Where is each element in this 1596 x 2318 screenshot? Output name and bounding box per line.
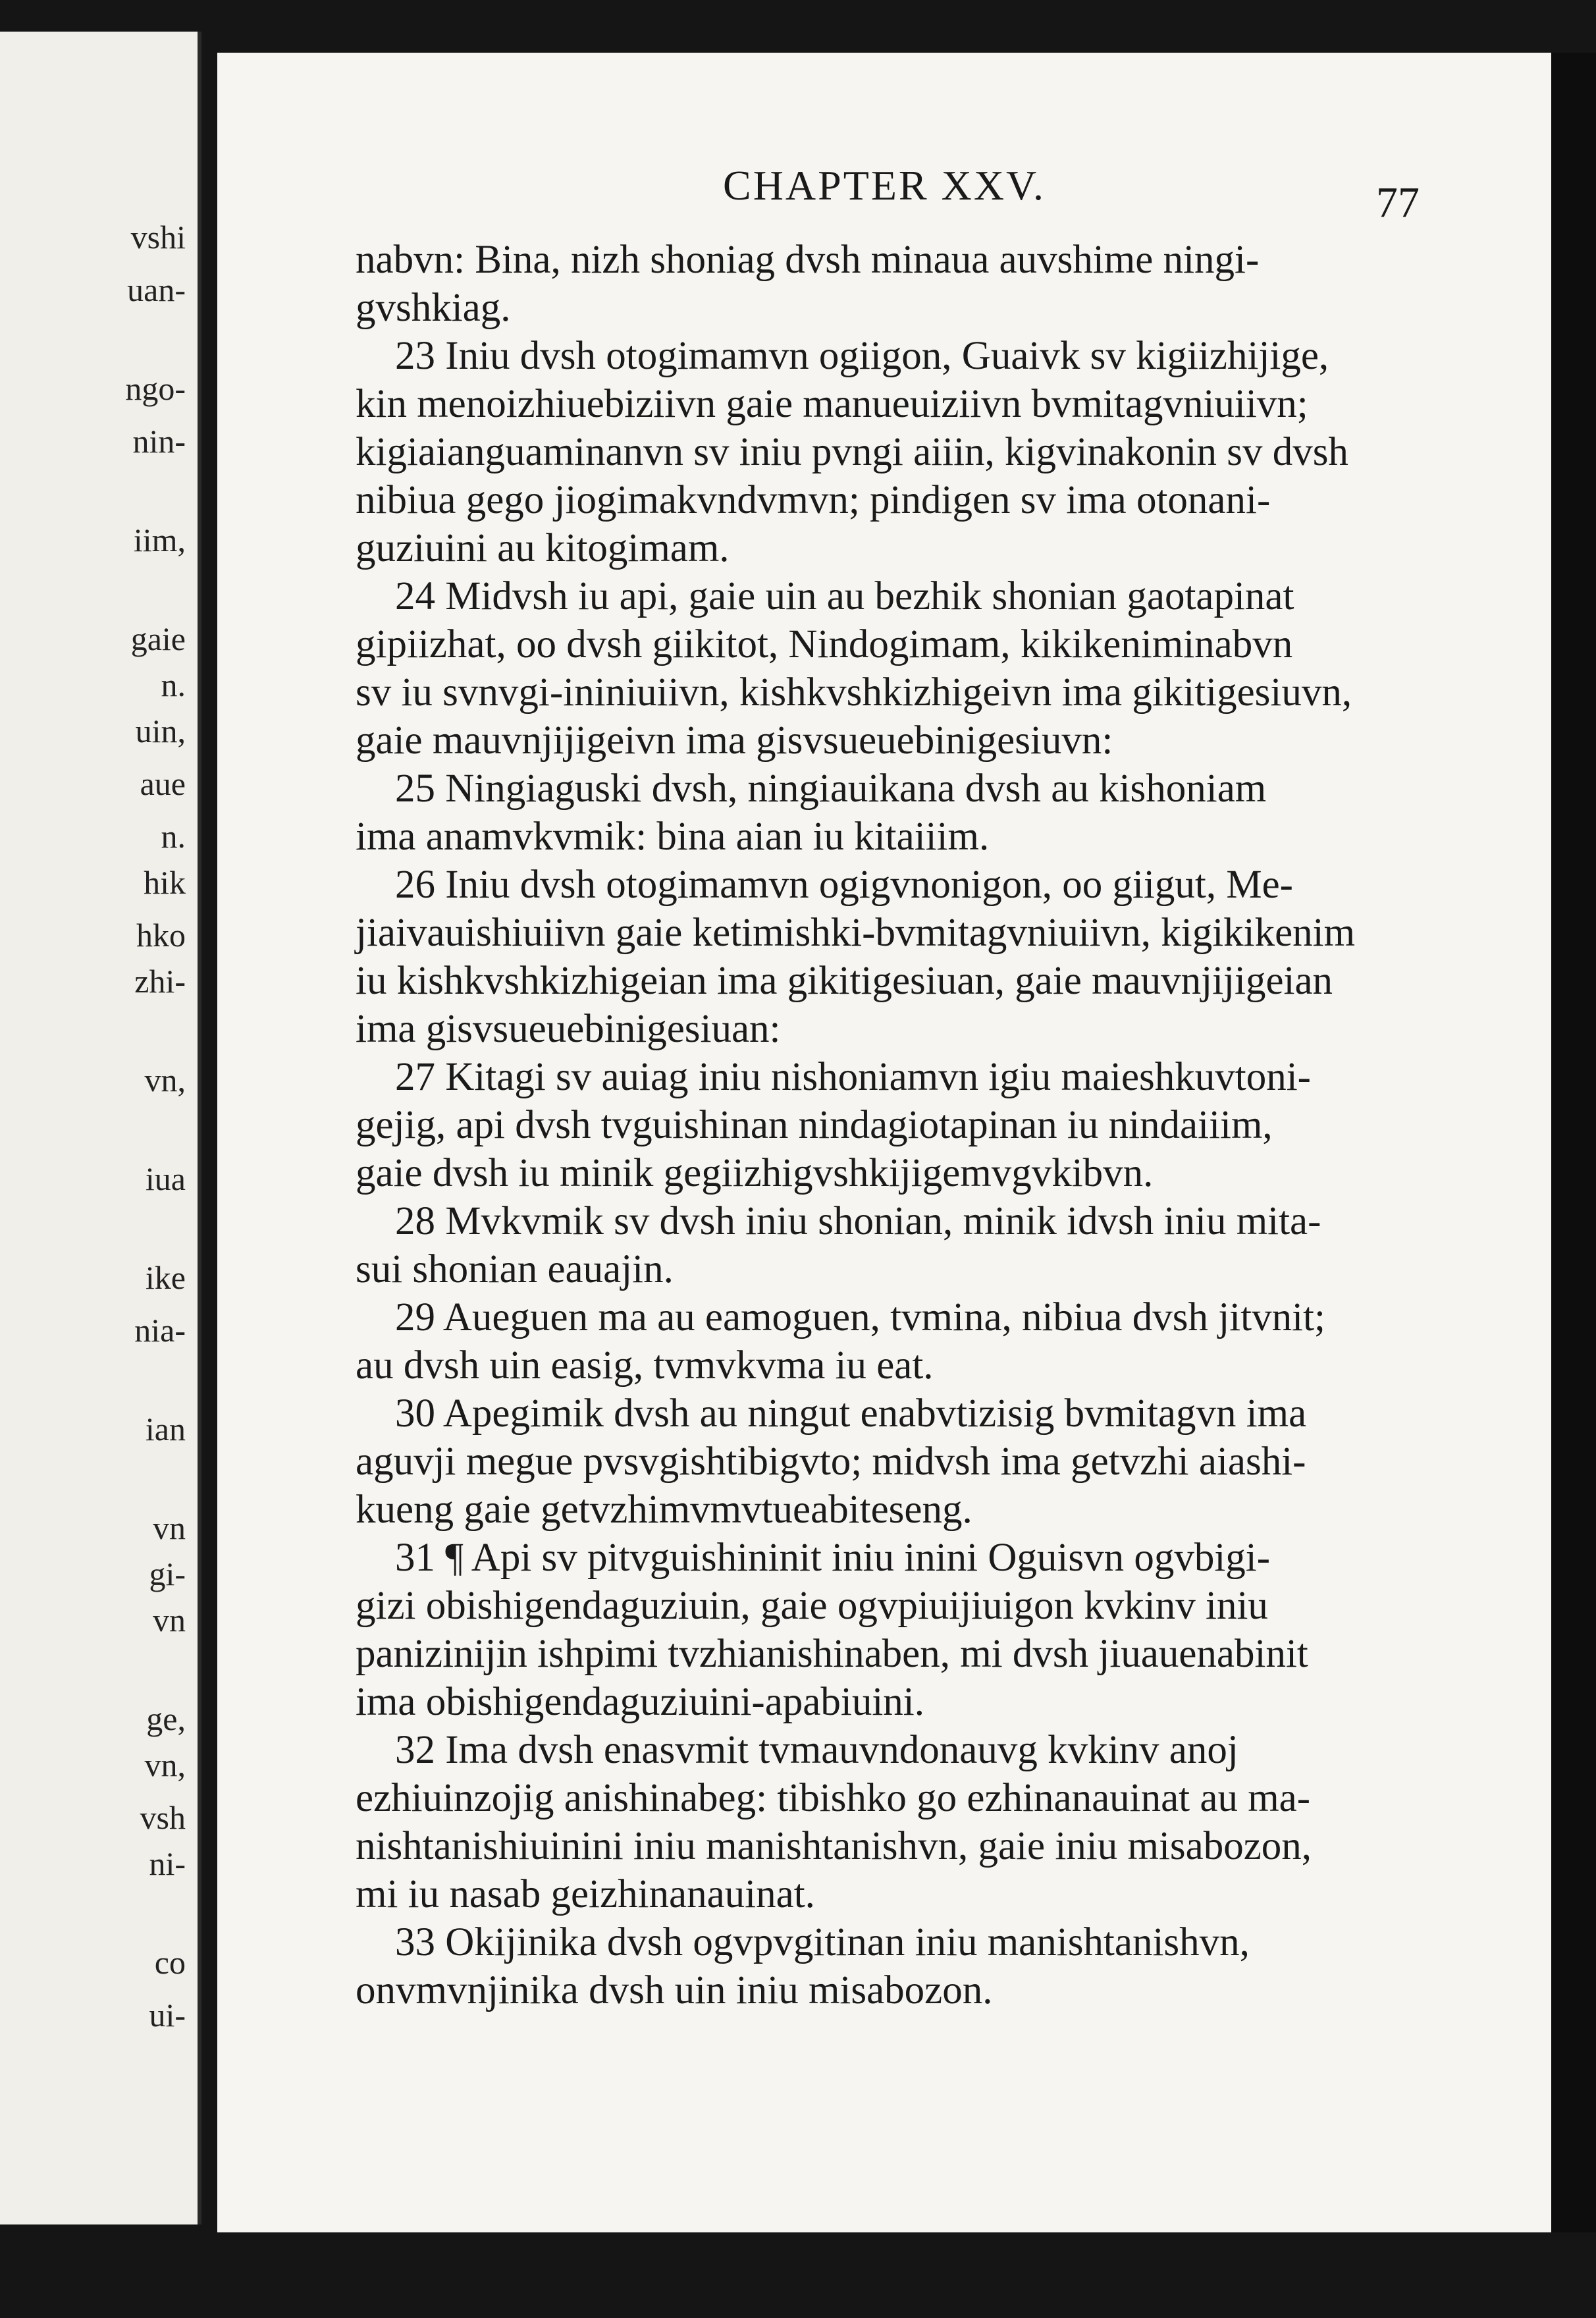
text-line: ezhiuinzojig anishinabeg: tibishko go ezhinanauinat au ma-	[356, 1776, 1311, 1820]
left-page-fragment: aue	[140, 765, 186, 802]
text-line: sv iu svnvgi-ininiuiivn, kishkvshkizhigeivn ima gikitigesiuvn,	[356, 670, 1352, 714]
text-line: 31 ¶ Api sv pitvguishininit iniu inini Oguisvn ogvbigi-	[395, 1536, 1271, 1580]
text-line: panizinijin ishpimi tvzhianishinaben, mi dvsh jiuauenabinit	[356, 1632, 1308, 1676]
left-page-fragment: uin,	[135, 713, 186, 749]
text-line: gaie dvsh iu minik gegiizhigvshkijigemvgvkibvn.	[356, 1151, 1154, 1195]
text-line: 33 Okijinika dvsh ogvpvgitinan iniu manishtanishvn,	[395, 1920, 1250, 1964]
running-head: CHAPTER XXV.	[723, 162, 1046, 209]
left-page-fragment: nin-	[132, 423, 186, 460]
left-page-fragment: vn,	[144, 1746, 186, 1783]
text-line: ima gisvsueuebinigesiuan:	[356, 1007, 781, 1051]
text-line: 32 Ima dvsh enasvmit tvmauvndonauvg kvkinv anoj	[395, 1728, 1238, 1772]
left-page-fragment: vn	[153, 1602, 186, 1638]
left-page-fragment: ian	[145, 1411, 186, 1447]
page-number: 77	[1376, 178, 1420, 227]
text-line: 29 Aueguen ma au eamoguen, tvmina, nibiua dvsh jitvnit;	[395, 1295, 1325, 1339]
text-line: gejig, api dvsh tvguishinan nindagiotapinan iu nindaiiim,	[356, 1103, 1273, 1147]
text-line: aguvji megue pvsvgishtibigvto; midvsh ima getvzhi aiashi-	[356, 1440, 1306, 1484]
text-line: jiaivauishiuiivn gaie ketimishki-bvmitagvniuiivn, kigikikenim	[356, 911, 1356, 955]
text-line: kueng gaie getvzhimvmvtueabiteseng.	[356, 1488, 972, 1532]
text-line: nishtanishiuinini iniu manishtanishvn, gaie iniu misabozon,	[356, 1824, 1312, 1868]
text-line: gizi obishigendaguziuin, gaie ogvpiuijiuigon kvkinv iniu	[356, 1584, 1268, 1628]
text-line: kin menoizhiuebiziivn gaie manueuiziivn bvmitagvniuiivn;	[356, 382, 1308, 426]
text-line: gaie mauvnjijigeivn ima gisvsueuebinigesiuvn:	[356, 718, 1113, 763]
text-line: 27 Kitagi sv auiag iniu nishoniamvn igiu maieshkuvtoni-	[395, 1055, 1311, 1099]
left-page-fragment: iim,	[133, 522, 186, 558]
left-page-fragment: ui-	[149, 1997, 186, 2034]
left-page-fragment: co	[154, 1944, 186, 1981]
facing-page-edge	[0, 32, 201, 2224]
text-line: 23 Iniu dvsh otogimamvn ogiigon, Guaivk sv kigiizhijige,	[395, 334, 1329, 378]
left-page-fragment: ge,	[146, 1700, 186, 1737]
left-page-fragment: n.	[161, 818, 186, 855]
text-line: ima obishigendaguziuini-apabiuini.	[356, 1680, 924, 1724]
left-page-fragment: uan-	[127, 271, 186, 308]
text-line: onvmvnjinika dvsh uin iniu misabozon.	[356, 1968, 993, 2012]
text-line: gipiizhat, oo dvsh giikitot, Nindogimam, kikikeniminabvn	[356, 622, 1293, 666]
left-page-fragment: ngo-	[125, 370, 186, 407]
left-page-fragment: iua	[145, 1160, 186, 1197]
text-line: nabvn: Bina, nizh shoniag dvsh minaua auvshime ningi-	[356, 238, 1260, 282]
left-page-fragment: ike	[145, 1259, 186, 1296]
text-line: 25 Ningiaguski dvsh, ningiauikana dvsh au kishoniam	[395, 767, 1267, 811]
left-page-fragment: n.	[161, 666, 186, 703]
text-line: kigiaianguaminanvn sv iniu pvngi aiiin, kigvinakonin sv dvsh	[356, 430, 1348, 474]
text-line: au dvsh uin easig, tvmvkvma iu eat.	[356, 1343, 934, 1388]
binding-shadow	[1551, 53, 1596, 2232]
left-page-fragment: hko	[136, 917, 186, 954]
text-line: nibiua gego jiogimakvndvmvn; pindigen sv ima otonani-	[356, 478, 1271, 522]
left-page-fragment: zhi-	[134, 963, 186, 1000]
text-line: 24 Midvsh iu api, gaie uin au bezhik shonian gaotapinat	[395, 574, 1294, 618]
text-line: gvshkiag.	[356, 286, 511, 330]
text-line: 26 Iniu dvsh otogimamvn ogigvnonigon, oo giigut, Me-	[395, 863, 1293, 907]
text-line: guziuini au kitogimam.	[356, 526, 730, 570]
text-line: 28 Mvkvmik sv dvsh iniu shonian, minik idvsh iniu mita-	[395, 1199, 1321, 1243]
text-line: sui shonian eauajin.	[356, 1247, 674, 1291]
text-line: mi iu nasab geizhinanauinat.	[356, 1872, 815, 1916]
left-page-fragment: vn	[153, 1509, 186, 1546]
text-line: 30 Apegimik dvsh au ningut enabvtizisig bvmitagvn ima	[395, 1391, 1307, 1436]
left-page-fragment: ni-	[149, 1845, 186, 1882]
book-page	[217, 53, 1551, 2232]
left-page-fragment: hik	[144, 864, 186, 901]
left-page-fragment: gi-	[149, 1555, 186, 1592]
text-line: iu kishkvshkizhigeian ima gikitigesiuan, gaie mauvnjijigeian	[356, 959, 1333, 1003]
left-page-fragment: nia-	[134, 1312, 186, 1349]
text-line: ima anamvkvmik: bina aian iu kitaiiim.	[356, 815, 990, 859]
left-page-fragment: vshi	[130, 219, 186, 256]
left-page-fragment: vsh	[140, 1799, 186, 1836]
left-page-fragment: gaie	[130, 620, 186, 657]
left-page-fragment: vn,	[144, 1062, 186, 1098]
